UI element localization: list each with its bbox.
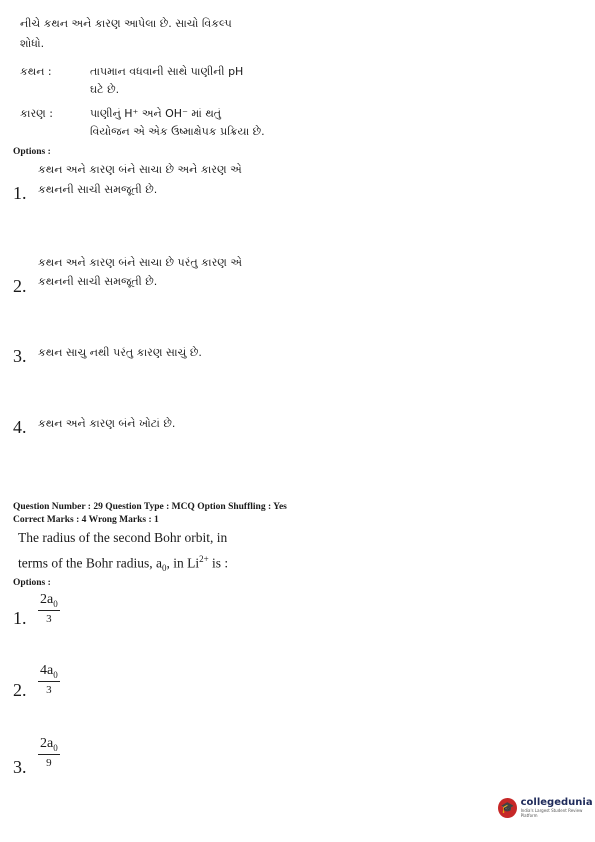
q29-question-line1: The radius of the second Bohr orbit, in: [18, 530, 228, 545]
q28-option4-line1: કથન અને કારણ બંને ખોટાં છે.: [38, 417, 176, 430]
q29-question-sup: 2+: [199, 554, 209, 564]
q29-option2-denominator: 3: [46, 683, 52, 696]
q28-instruction-line2: શોધો.: [20, 37, 45, 50]
reason-label: કારણ :: [20, 107, 53, 120]
q29-option1-number: 1.: [13, 608, 27, 628]
fraction-bar: [38, 681, 60, 682]
q29-options-label: Options :: [13, 578, 51, 588]
fraction-bar: [38, 754, 60, 755]
q29-option1-fraction: [38, 592, 60, 625]
q29-option1-numerator: $2a_0$: [40, 592, 58, 609]
q29-option3-denominator: 9: [46, 756, 52, 769]
logo-tagline: India's Largest Student Review Platform: [520, 808, 583, 818]
reason-line2: વિયોજન એ એક ઉષ્માક્ષેપક પ્રક્રિયા છે.: [90, 125, 265, 138]
reason-line1: પાણીનું H⁺ અને OH⁻ માં થતું: [90, 107, 222, 120]
q29-meta-line2: Correct Marks : 4 Wrong Marks : 1: [13, 515, 159, 525]
q28-option2-line2: કથનની સાચી સમજૂતી છે.: [38, 275, 158, 288]
q29-question-mid: , in Li: [166, 555, 200, 571]
q28-option3-number: 3.: [13, 346, 27, 366]
q28-option3-line1: કથન સાચુ નથી પરંતુ કારણ સાચું છે.: [38, 346, 202, 359]
q28-option2-number: 2.: [13, 276, 27, 296]
assertion-line1: તાપમાન વધવાની સાથે પાણીની pH: [90, 65, 244, 78]
q29-option3-fraction: [38, 736, 60, 769]
q29-meta-line1: Question Number : 29 Question Type : MCQ Option Shuffling : Yes: [13, 502, 287, 512]
fraction-bar: [38, 610, 60, 611]
q28-option1-line2: કથનની સાચી સમજૂતી છે.: [38, 183, 158, 196]
collegedunia-logo: [498, 797, 595, 818]
q29-option1-denominator: 3: [46, 612, 52, 625]
q28-option2-line1: કથન અને કારણ બંને સાચા છે પરંતુ કારણ એ: [38, 256, 243, 269]
q29-question-prefix: terms of the Bohr radius, a: [18, 555, 162, 571]
q29-question-suffix: is :: [208, 555, 229, 571]
q28-option1-number: 1.: [13, 183, 27, 203]
q29-option3-numerator: $2a_0$: [40, 736, 58, 753]
graduation-cap-icon: 🎓: [498, 798, 517, 818]
logo-name: collegedunia: [520, 797, 593, 808]
q28-option4-number: 4.: [13, 417, 27, 437]
q29-question-line2: [18, 549, 228, 578]
q29-option2-fraction: [38, 663, 60, 696]
q28-instruction-line1: નીચે કથન અને કારણ આપેલા છે. સાચો વિકલ્પ: [20, 17, 232, 30]
assertion-line2: ઘટે છે.: [90, 83, 120, 96]
q28-options-label: Options :: [13, 147, 51, 157]
q29-question-sub: 0: [161, 563, 167, 574]
q29-option2-number: 2.: [13, 680, 27, 700]
assertion-label: કથન :: [20, 65, 52, 78]
q28-option1-line1: કથન અને કારણ બંને સાચા છે અને કારણ એ: [38, 163, 242, 176]
q29-option3-number: 3.: [13, 757, 27, 777]
q29-option2-numerator: $4a_0$: [40, 663, 58, 680]
